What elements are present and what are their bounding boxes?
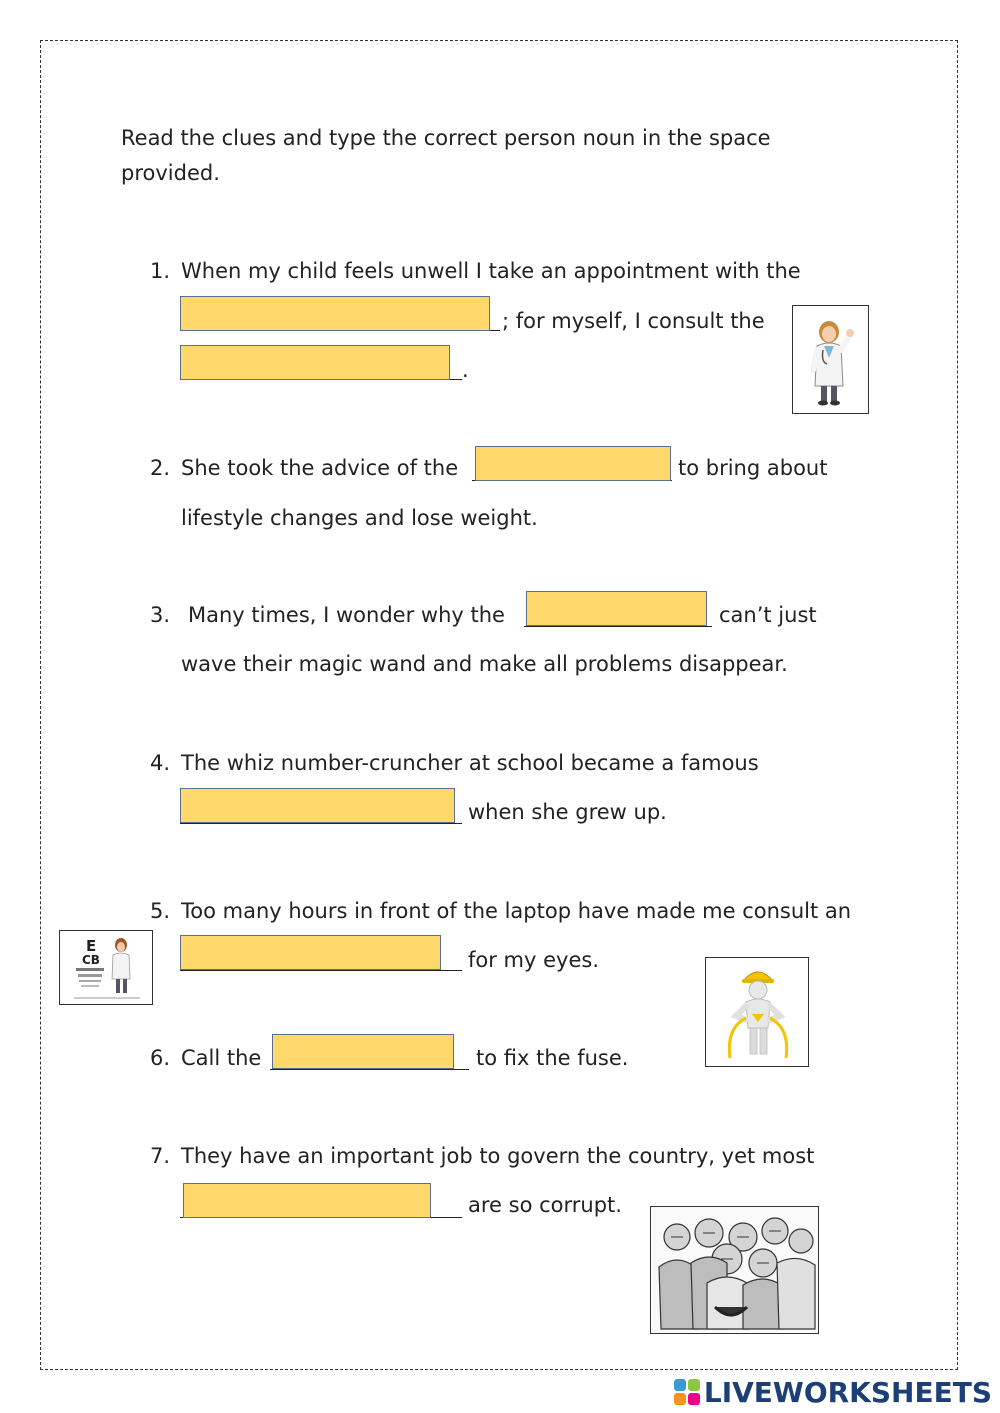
question-2-text-b: to bring about	[678, 456, 828, 480]
question-number-2: 2.	[150, 456, 171, 480]
question-number-4: 4.	[150, 751, 171, 775]
question-1-end: .	[462, 358, 469, 382]
instruction-line-1: Read the clues and type the correct person noun in the space	[121, 126, 771, 150]
question-2-text-c: lifestyle changes and lose weight.	[181, 506, 538, 530]
question-5-text-b: for my eyes.	[468, 948, 599, 972]
optometrist-picture	[59, 930, 153, 1005]
blank-line	[180, 970, 462, 971]
answer-input-1b[interactable]	[180, 345, 450, 380]
blank-line	[524, 626, 712, 627]
question-1-text-b: ; for myself, I consult the	[502, 309, 765, 333]
question-number-6: 6.	[150, 1046, 171, 1070]
electrician-picture	[705, 957, 809, 1067]
question-2-text: She took the advice of the	[181, 456, 459, 480]
blank-line	[270, 1069, 469, 1070]
question-3-text-c: wave their magic wand and make all problems disappear.	[181, 652, 788, 676]
worksheet-frame	[40, 40, 958, 1370]
doctor-picture	[792, 305, 869, 414]
question-6-text-b: to fix the fuse.	[476, 1046, 629, 1070]
question-3-text: Many times, I wonder why the	[188, 603, 505, 627]
question-number-5: 5.	[150, 899, 171, 923]
question-number-1: 1.	[150, 259, 171, 283]
liveworksheets-logo-text: LIVEWORKSHEETS	[703, 1375, 992, 1409]
blank-line	[180, 823, 462, 824]
question-4-text: The whiz number-cruncher at school became a famous	[181, 751, 759, 775]
answer-input-2[interactable]	[475, 446, 671, 481]
question-number-3: 3.	[150, 603, 171, 627]
question-4-text-b: when she grew up.	[468, 800, 667, 824]
instruction-line-2: provided.	[121, 161, 220, 185]
question-6-text: Call the	[181, 1046, 262, 1070]
liveworksheets-logo	[674, 1375, 992, 1409]
answer-input-1a[interactable]	[180, 296, 490, 331]
question-5-text: Too many hours in front of the laptop have made me consult an	[181, 899, 852, 923]
answer-input-6[interactable]	[272, 1034, 454, 1069]
eye-chart-letter-e: E	[86, 937, 97, 955]
politicians-picture	[650, 1206, 819, 1334]
question-1-text: When my child feels unwell I take an appointment with the	[181, 259, 801, 283]
question-7-text-b: are so corrupt.	[468, 1193, 622, 1217]
eye-chart-letters-cb: CB	[82, 953, 100, 967]
question-number-7: 7.	[150, 1144, 171, 1168]
liveworksheets-logo-icon	[674, 1379, 700, 1405]
answer-input-7[interactable]	[183, 1183, 431, 1218]
answer-input-4[interactable]	[180, 788, 455, 823]
question-7-text: They have an important job to govern the country, yet most	[181, 1144, 815, 1168]
answer-input-3[interactable]	[526, 591, 707, 626]
question-3-text-b: can’t just	[719, 603, 817, 627]
answer-input-5[interactable]	[180, 935, 441, 970]
